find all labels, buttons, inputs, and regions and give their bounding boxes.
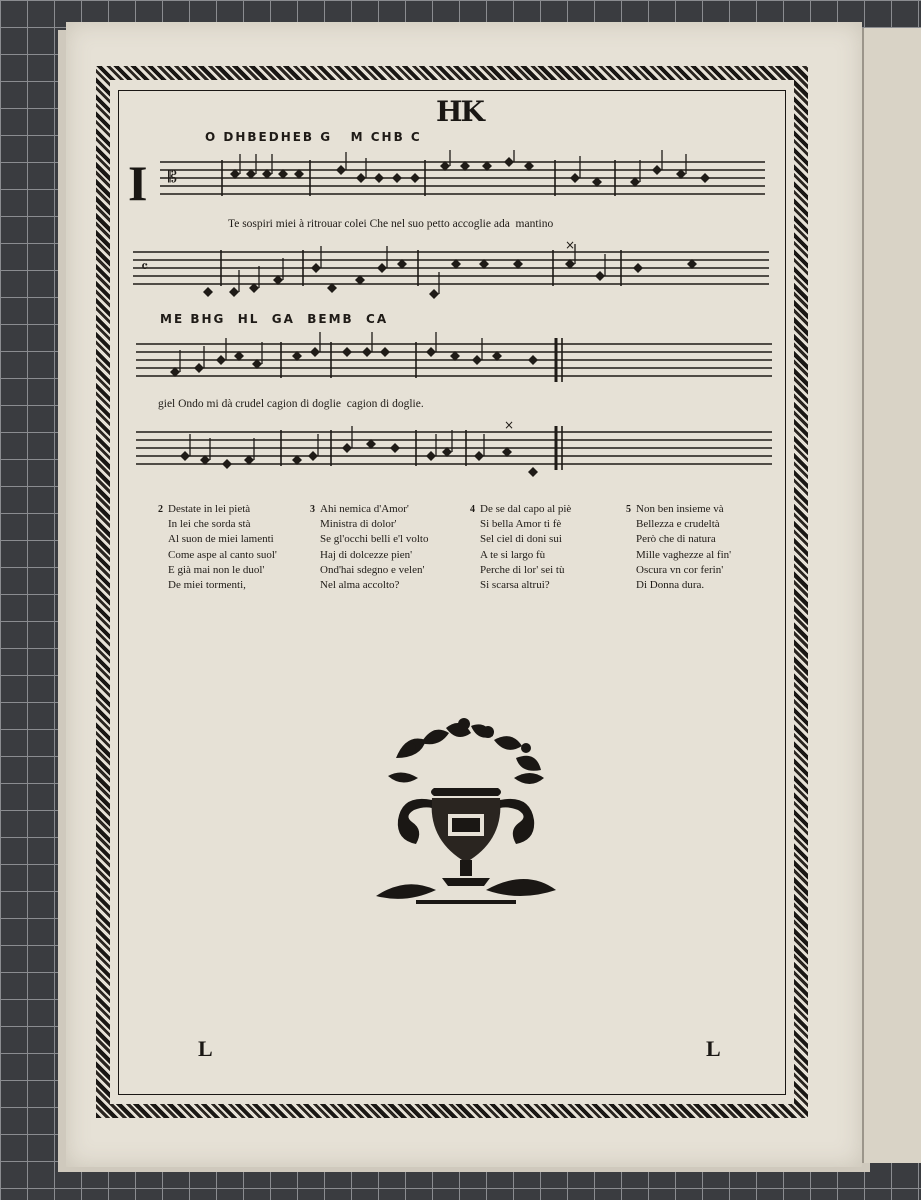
stanza-4 [470, 502, 572, 593]
music-staff-3 [136, 332, 776, 392]
stanza-line: E già mai non le duol' [168, 563, 265, 576]
adjacent-page [862, 28, 921, 1163]
tablature-letters-row-1: O DHBEDHEB G M CHB C [205, 130, 422, 144]
stanza-5 [626, 502, 732, 593]
stanza-line: Al suon de miei lamenti [168, 533, 274, 546]
stanza-line: A te si largo fù [480, 548, 546, 561]
music-staff-2 [133, 240, 773, 306]
stanza-line: Come aspe al canto suol' [168, 548, 277, 561]
stanza-line: Sel ciel di doni sui [480, 533, 562, 546]
svg-text:×: × [504, 420, 515, 432]
stanza-number: 4 [470, 504, 475, 515]
stanza-number: 3 [310, 504, 315, 515]
stanza-line: Non ben insieme và [636, 503, 724, 515]
stanza-2 [158, 502, 277, 593]
stanza-line: Si scarsa altrui? [480, 579, 550, 592]
catchword-left: L [198, 1036, 213, 1061]
music-staff-1 [160, 150, 770, 210]
stanza-line: Oscura vn cor ferin' [636, 563, 724, 576]
lyric-line-1: Te sospiri miei à ritrouar colei Che nel suo petto accoglie ada mantino [228, 218, 554, 230]
lyric-line-2: giel Ondo mi dà crudel cagion di doglie cagion di doglie. [158, 398, 424, 410]
svg-text:𝄴: 𝄴 [141, 257, 149, 276]
stanza-line: In lei che sorda stà [168, 518, 251, 531]
decorated-initial: I [128, 155, 148, 211]
verse-stanzas [148, 502, 788, 602]
tablature-letters-row-2: ME BHG HL GA BEMB CA [160, 312, 389, 326]
stanza-line: Si bella Amor ti fè [480, 518, 562, 531]
stanza-line: Bellezza e crudeltà [636, 518, 720, 531]
stanza-line: Ond'hai sdegno e velen' [320, 563, 425, 576]
stanza-line: Haj di dolcezze pien' [320, 548, 413, 561]
gathering-signature: HK [436, 95, 483, 128]
stanza-line: De se dal capo al piè [480, 503, 572, 515]
stanza-line: Ministra di dolor' [320, 518, 397, 531]
stanza-line: Perche di lor' sei tù [480, 563, 565, 576]
stanza-line: De miei tormenti, [168, 579, 246, 592]
music-staff-4 [136, 420, 776, 486]
vase-woodcut-ornament [376, 718, 556, 908]
stanza-line: Nel alma accolto? [320, 579, 400, 592]
catchword-right: L [706, 1036, 721, 1061]
stanza-number: 5 [626, 504, 631, 515]
stanza-line: Se gl'occhi belli e'l volto [320, 533, 429, 546]
stanza-line: Mille vaghezze al fin' [636, 548, 732, 561]
stanza-line: Destate in lei pietà [168, 503, 251, 515]
stanza-line: Di Donna dura. [636, 579, 705, 592]
stanza-3 [310, 502, 429, 593]
stanza-line: Però che di natura [636, 533, 716, 546]
svg-text:×: × [565, 240, 576, 252]
stanza-number: 2 [158, 504, 163, 515]
svg-text:𝄡: 𝄡 [168, 167, 177, 186]
stanza-line: Ahi nemica d'Amor' [320, 503, 409, 515]
